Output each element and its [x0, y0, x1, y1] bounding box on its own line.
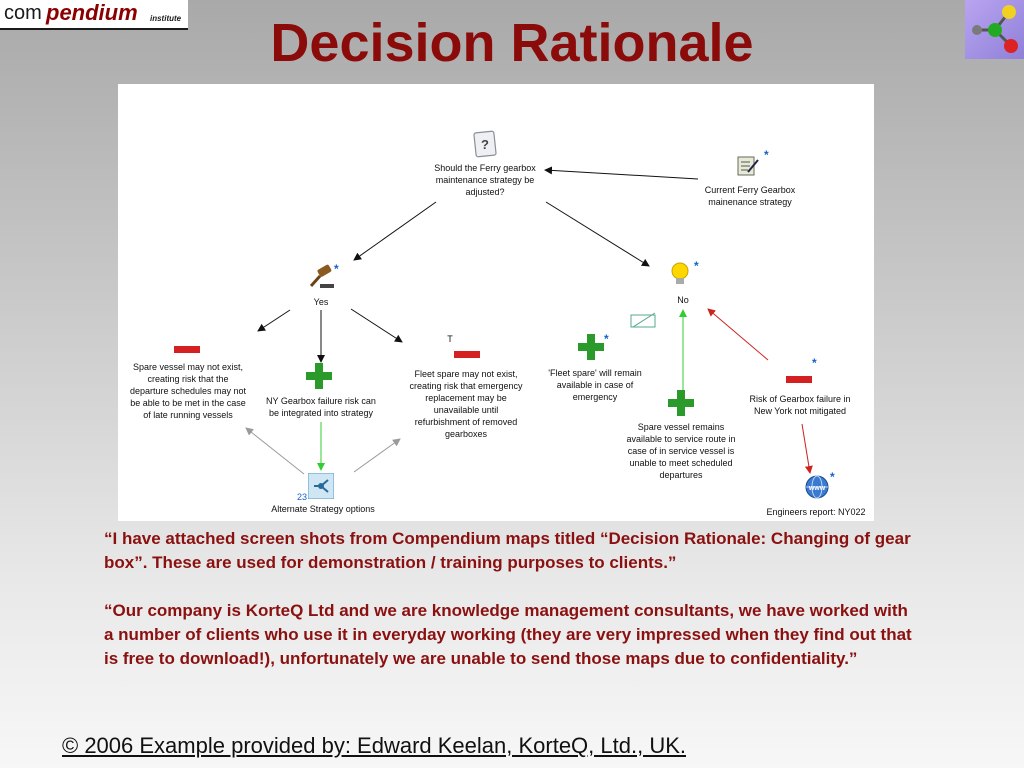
logo-com-text: com: [4, 2, 42, 24]
quote-2: “Our company is KorteQ Ltd and we are knowledge management consultants, we have worked with a number of clients who use it in everyday working (they are very impressed when they find out that is free to download!), unfortunately we are unable to send those maps due to confidentiality.”: [104, 601, 912, 668]
question-label: Should the Ferry gearbox maintenance strategy be adjusted?: [434, 163, 536, 197]
pro-fleet-spare-label: 'Fleet spare' will remain available in case of emergency: [548, 368, 642, 402]
svg-text:www: www: [808, 485, 826, 492]
star-tag: *: [764, 148, 769, 162]
logo-institute-text: institute: [150, 14, 182, 23]
pro-spare-vessel-label: Spare vessel remains available to service route in case of in service vessel is unable to meet scheduled departures: [626, 422, 736, 480]
logo-pendium-text: pendium: [46, 0, 138, 25]
t-tag: T: [447, 334, 453, 344]
star-tag: *: [604, 332, 609, 346]
alt-strategy-label: Alternate Strategy options: [271, 504, 375, 514]
con-spare-vessel-label: Spare vessel may not exist, creating risk that the departure schedules may not be able to be met in the case of late running vessels: [129, 362, 247, 420]
yes-label: Yes: [313, 297, 329, 307]
no-label: No: [677, 295, 689, 305]
quote-block: [104, 527, 912, 695]
quote-1: “I have attached screen shots from Compendium maps titled “Decision Rationale: Changing of gear box”. These are used for demonstration / training purposes to clients.”: [104, 529, 911, 572]
slide-title: Decision Rationale: [270, 13, 754, 73]
con-risk-gearbox-label: Risk of Gearbox failure in New York not mitigated: [749, 394, 851, 416]
alt-count-badge: 23: [296, 492, 307, 502]
current-strategy-label: Current Ferry Gearbox mainenance strategy: [704, 185, 796, 207]
engineers-report-label: Engineers report: NY022: [766, 507, 866, 517]
copyright-footer: © 2006 Example provided by: Edward Keelan, KorteQ, Ltd., UK.: [62, 733, 686, 758]
svg-text:?: ?: [481, 137, 489, 152]
star-tag: *: [812, 356, 817, 370]
star-tag: *: [694, 259, 699, 273]
compendium-map[interactable]: [118, 84, 874, 521]
pro-ny-gearbox-label: NY Gearbox failure risk can be integrated into strategy: [266, 396, 376, 418]
star-tag: *: [830, 470, 835, 484]
con-fleet-spare-label: Fleet spare may not exist, creating risk that emergency replacement may be unavailable until refurbishment of removed gearboxes: [409, 369, 523, 439]
star-tag: *: [334, 262, 339, 276]
